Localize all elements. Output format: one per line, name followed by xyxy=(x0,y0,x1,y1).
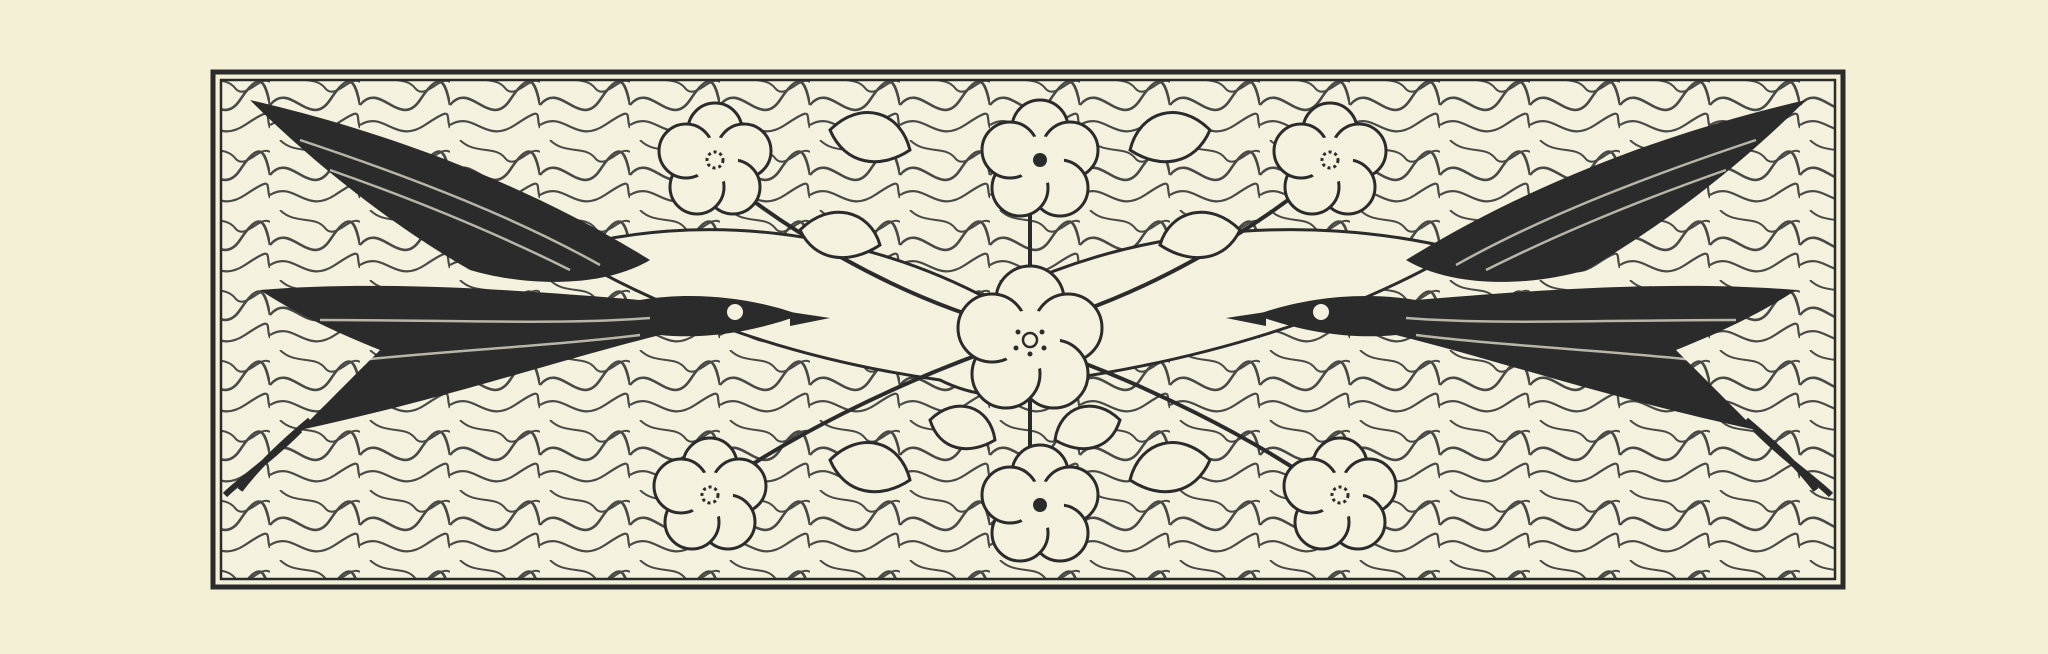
swallow-left-eye xyxy=(727,304,743,320)
swallow-right-eye xyxy=(1313,304,1329,320)
